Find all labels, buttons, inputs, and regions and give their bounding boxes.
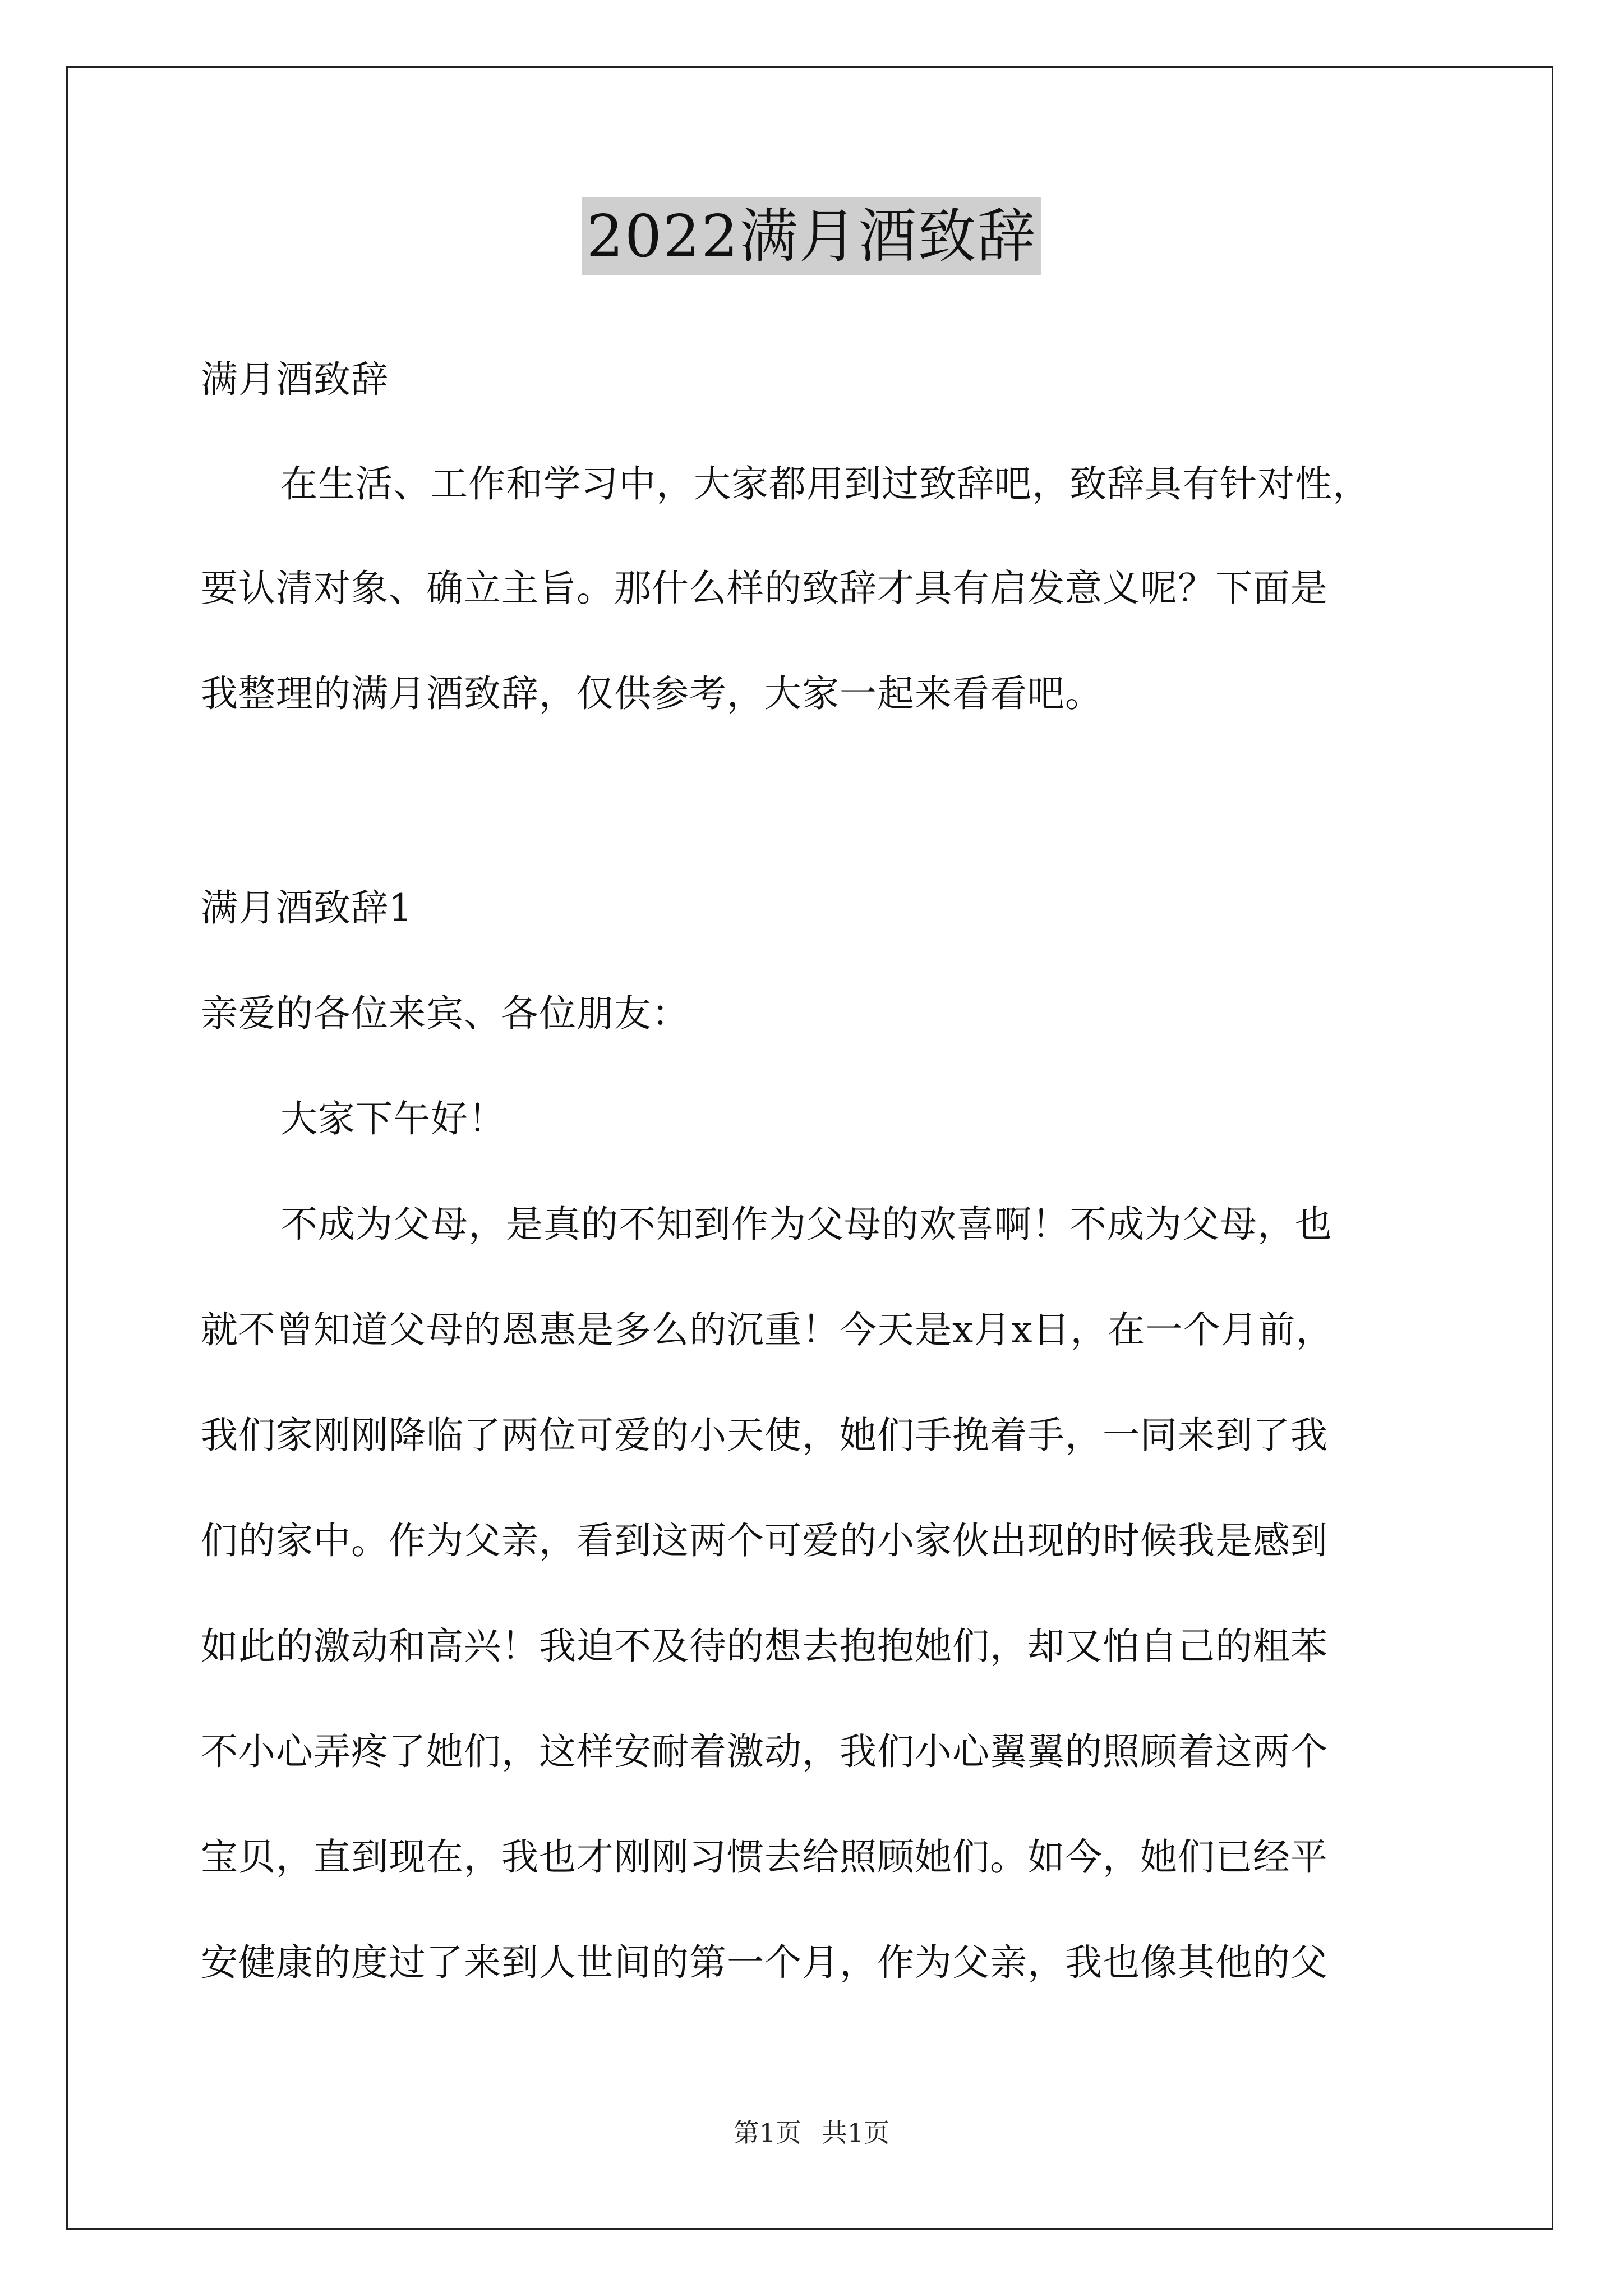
body-line: 安健康的度过了来到人世间的第一个月，作为父亲，我也像其他的父 bbox=[201, 1941, 1328, 1984]
intro-line: 我整理的满月酒致辞，仅供参考，大家一起来看看吧。 bbox=[201, 672, 1103, 715]
document-title: 2022满月酒致辞 bbox=[582, 197, 1041, 275]
body-line: 们的家中。作为父亲，看到这两个可爱的小家伙出现的时候我是感到 bbox=[201, 1519, 1328, 1562]
intro-line: 要认清对象、确立主旨。那什么样的致辞才具有启发意义呢？下面是 bbox=[201, 567, 1328, 610]
body-line: 我们家刚刚降临了两位可爱的小天使，她们手挽着手，一同来到了我 bbox=[201, 1414, 1328, 1457]
greeting: 大家下午好！ bbox=[280, 1097, 506, 1140]
body-line: 宝贝，直到现在，我也才刚刚习惯去给照顾她们。如今，她们已经平 bbox=[201, 1835, 1328, 1879]
intro-line: 在生活、工作和学习中，大家都用到过致辞吧，致辞具有针对性， bbox=[280, 462, 1370, 505]
body-line: 不成为父母，是真的不知到作为父母的欢喜啊！不成为父母，也 bbox=[280, 1203, 1332, 1246]
document-subtitle: 满月酒致辞 bbox=[201, 358, 389, 401]
salutation: 亲爱的各位来宾、各位朋友： bbox=[201, 992, 689, 1035]
section-heading: 满月酒致辞1 bbox=[201, 886, 413, 930]
title-container bbox=[0, 197, 1623, 275]
page-number: 第1页 bbox=[733, 2118, 801, 2148]
body-line: 如此的激动和高兴！我迫不及待的想去抱抱她们，却又怕自己的粗苯 bbox=[201, 1625, 1328, 1668]
page-total: 共1页 bbox=[822, 2118, 890, 2148]
body-line: 就不曾知道父母的恩惠是多么的沉重！今天是x月x日，在一个月前， bbox=[201, 1308, 1334, 1351]
page-footer bbox=[0, 2116, 1623, 2150]
body-line: 不小心弄疼了她们，这样安耐着激动，我们小心翼翼的照顾着这两个 bbox=[201, 1730, 1328, 1773]
